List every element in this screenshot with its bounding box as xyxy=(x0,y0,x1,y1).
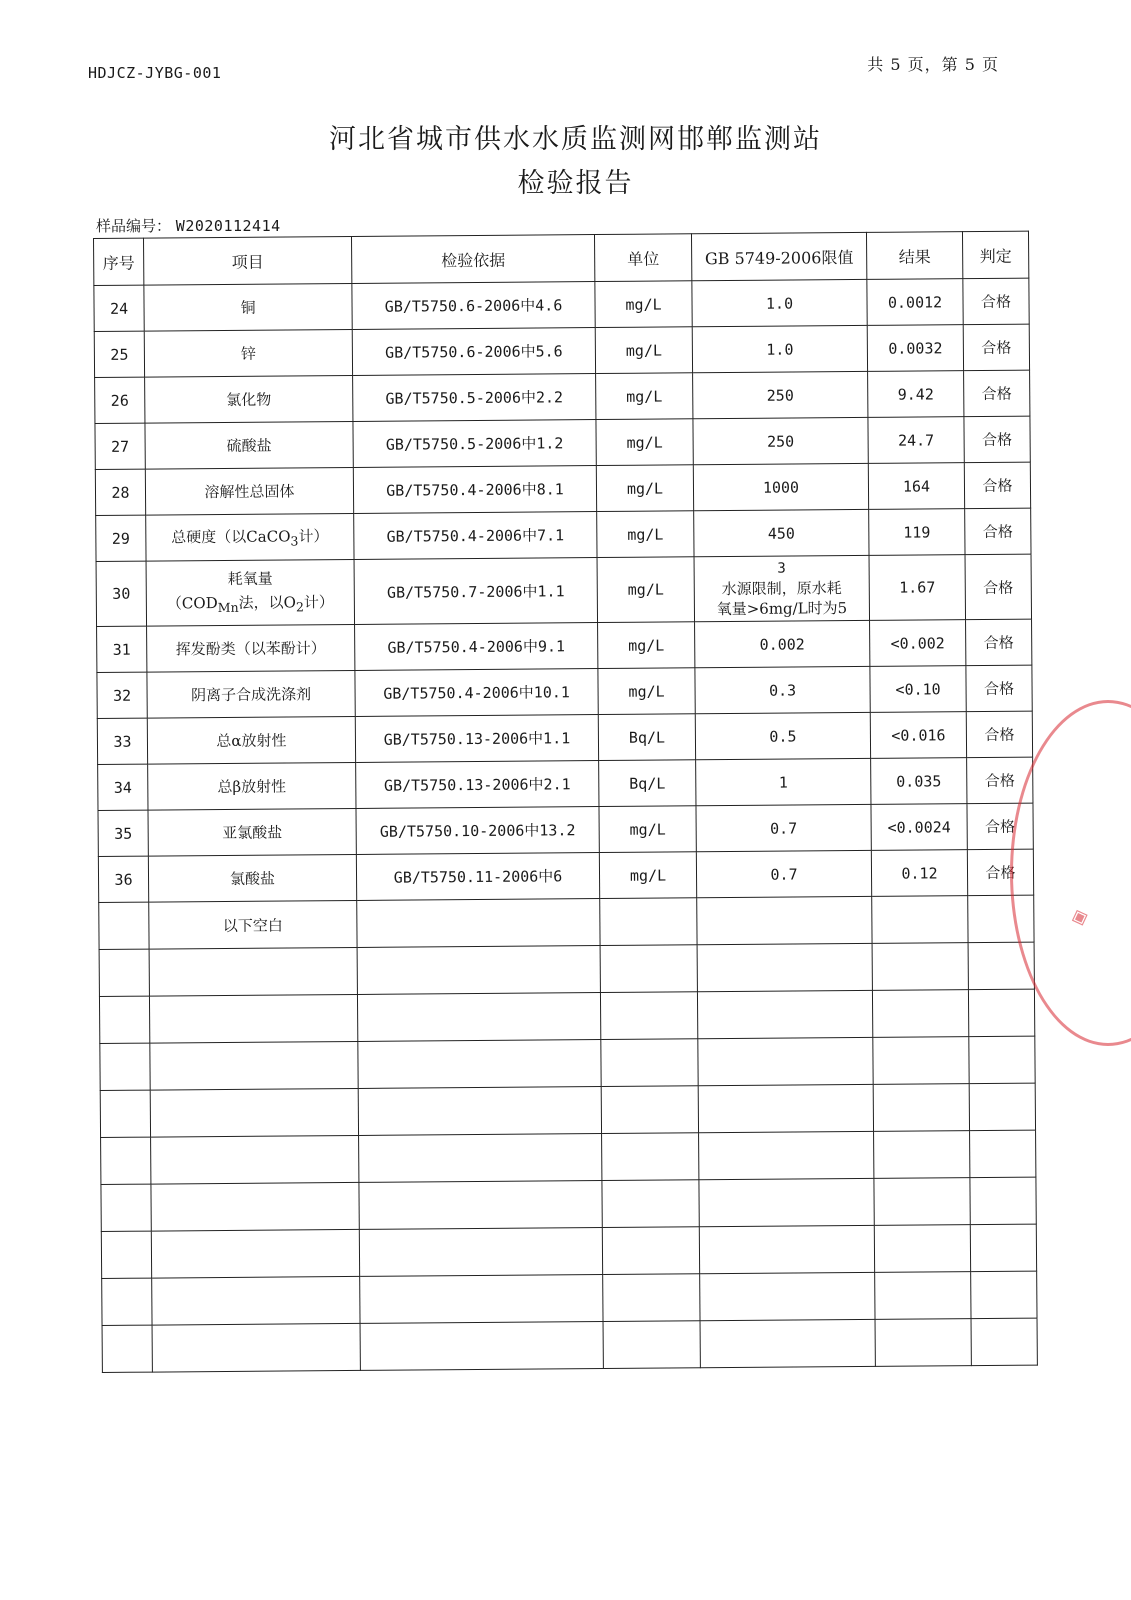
cell-result: <0.0024 xyxy=(871,804,967,851)
cell-empty xyxy=(149,994,357,1043)
cell-judge: 合格 xyxy=(964,370,1030,417)
cell-empty xyxy=(873,1037,969,1085)
cell-empty xyxy=(968,942,1034,990)
cell-seq: 28 xyxy=(95,469,145,515)
cell-empty xyxy=(359,1181,602,1230)
cell-unit: mg/L xyxy=(599,852,696,899)
sample-number-value: W2020112414 xyxy=(175,217,281,235)
cell-unit: mg/L xyxy=(597,511,694,558)
blank-row xyxy=(100,1083,1035,1137)
cell-empty xyxy=(697,990,872,1038)
cell-limit: 0.7 xyxy=(696,850,871,897)
document-code: HDJCZ-JYBG-001 xyxy=(88,64,222,82)
cell-result: <0.016 xyxy=(870,712,966,759)
cell-item xyxy=(146,559,355,626)
cell-empty xyxy=(971,1271,1037,1319)
cell-basis: GB/T5750.4-2006中10.1 xyxy=(355,669,598,717)
cell-empty xyxy=(969,1083,1035,1131)
cell-empty xyxy=(699,1178,874,1226)
limit-line: 氧量>6mg/L时为5 xyxy=(716,599,848,619)
cell-empty xyxy=(697,896,872,944)
table-row xyxy=(98,849,1033,902)
cell-empty xyxy=(360,1322,603,1371)
cell-empty xyxy=(872,896,968,944)
cell-empty xyxy=(360,1275,603,1324)
cell-limit: 1000 xyxy=(693,463,868,510)
cell-basis: GB/T5750.5-2006中1.2 xyxy=(353,420,596,468)
table-row xyxy=(98,757,1033,810)
cell-judge: 合格 xyxy=(964,462,1030,509)
cell-seq: 26 xyxy=(95,377,145,423)
cell-empty xyxy=(968,895,1034,943)
cell-unit: mg/L xyxy=(596,465,693,512)
cell-unit: mg/L xyxy=(595,281,692,328)
report-table xyxy=(93,231,1038,1373)
cell-limit: 0.3 xyxy=(695,666,870,713)
table-row xyxy=(97,619,1032,672)
cell-empty xyxy=(968,989,1034,1037)
cell-judge: 合格 xyxy=(963,278,1029,325)
cell-empty xyxy=(99,996,149,1043)
cell-seq: 32 xyxy=(97,672,147,718)
item-text: 总硬度（以CaCO xyxy=(171,527,291,547)
cell-empty xyxy=(970,1177,1036,1225)
cell-empty xyxy=(697,943,872,991)
cell-result: 1.67 xyxy=(869,555,966,621)
cell-result: 0.035 xyxy=(871,758,967,805)
cell-seq: 27 xyxy=(95,423,145,469)
table-row xyxy=(95,416,1030,469)
cell-basis: GB/T5750.5-2006中2.2 xyxy=(353,374,596,422)
cell-seq: 31 xyxy=(97,626,147,672)
item-text: 计） xyxy=(303,592,334,611)
cell-item: 阴离子合成洗涤剂 xyxy=(147,670,355,718)
cell-empty xyxy=(102,1325,152,1372)
blank-row xyxy=(100,1036,1035,1090)
cell-result: 24.7 xyxy=(868,417,964,464)
header-judge: 判定 xyxy=(962,231,1028,279)
cell-empty xyxy=(357,946,600,995)
page-info: 共 5 页，第 5 页 xyxy=(867,55,999,74)
cell-item: 氯化物 xyxy=(145,375,353,423)
cell-empty xyxy=(149,947,357,996)
cell-limit xyxy=(694,555,870,621)
cell-judge: 合格 xyxy=(966,619,1032,666)
table-row xyxy=(98,803,1033,856)
cell-empty xyxy=(101,1137,151,1184)
cell-empty xyxy=(600,992,697,1040)
cell-empty xyxy=(699,1225,874,1273)
sample-number xyxy=(96,215,281,236)
red-seal-mark: ◈ xyxy=(1065,905,1096,930)
cell-empty xyxy=(700,1319,875,1367)
cell-item: 溶解性总固体 xyxy=(145,467,353,515)
cell-unit: mg/L xyxy=(599,806,696,853)
cell-result: <0.10 xyxy=(870,666,966,713)
cell-empty xyxy=(357,899,600,948)
cell-seq: 24 xyxy=(94,285,144,331)
header-item: 项目 xyxy=(144,236,352,285)
table-row xyxy=(97,711,1032,764)
cell-item: 氯酸盐 xyxy=(148,854,356,902)
cell-empty xyxy=(600,898,697,946)
cell-judge: 合格 xyxy=(966,711,1032,758)
cell-empty xyxy=(101,1184,151,1231)
cell-basis: GB/T5750.10-2006中13.2 xyxy=(356,807,599,855)
cell-empty xyxy=(99,949,149,996)
blank-row xyxy=(102,1271,1037,1325)
cell-empty xyxy=(699,1131,874,1179)
item-text: 法，以O xyxy=(238,592,296,612)
cell-empty xyxy=(600,945,697,993)
cell-judge: 合格 xyxy=(967,757,1033,804)
cell-empty xyxy=(970,1130,1036,1178)
cell-unit: mg/L xyxy=(598,668,695,715)
item-subscript: 2 xyxy=(295,598,304,614)
cell-unit: mg/L xyxy=(596,419,693,466)
cell-empty xyxy=(100,1043,150,1090)
cell-empty xyxy=(698,1084,873,1132)
cell-item: 总α放射性 xyxy=(147,716,355,764)
cell-unit: mg/L xyxy=(597,557,695,623)
header-limit: GB 5749-2006限值 xyxy=(691,232,866,280)
cell-empty xyxy=(151,1229,359,1278)
cell-empty xyxy=(601,1086,698,1134)
cell-basis: GB/T5750.7-2006中1.1 xyxy=(354,558,598,625)
item-text: 计） xyxy=(298,527,329,546)
cell-empty xyxy=(602,1180,699,1228)
cell-empty xyxy=(603,1321,700,1369)
item-line xyxy=(151,589,350,620)
cell-empty xyxy=(874,1225,970,1273)
blank-row xyxy=(102,1318,1037,1372)
cell-basis: GB/T5750.6-2006中4.6 xyxy=(352,282,595,330)
cell-empty xyxy=(358,1087,601,1136)
header-result: 结果 xyxy=(866,232,962,280)
cell-judge: 合格 xyxy=(965,554,1032,620)
cell-limit: 250 xyxy=(693,371,868,418)
item-subscript: 3 xyxy=(290,533,299,549)
cell-empty xyxy=(698,1037,873,1085)
blank-row xyxy=(99,942,1034,996)
cell-judge: 合格 xyxy=(964,416,1030,463)
cell-unit: mg/L xyxy=(595,327,692,374)
cell-judge: 合格 xyxy=(966,665,1032,712)
cell-item: 铜 xyxy=(144,283,352,331)
cell-empty xyxy=(872,943,968,991)
cell-result: 9.42 xyxy=(868,371,964,418)
cell-empty xyxy=(969,1036,1035,1084)
table-row xyxy=(95,370,1030,423)
limit-line: 水源限制，原水耗 xyxy=(721,579,842,599)
cell-empty xyxy=(602,1227,699,1275)
cell-seq: 36 xyxy=(98,856,148,902)
cell-unit: mg/L xyxy=(598,622,695,669)
cell-limit: 1 xyxy=(696,758,871,805)
cell-basis: GB/T5750.4-2006中9.1 xyxy=(355,623,598,671)
table-row xyxy=(94,324,1029,377)
station-title: 河北省城市供水水质监测网邯郸监测站 xyxy=(329,124,822,155)
blank-row xyxy=(101,1224,1036,1278)
cell-item xyxy=(146,513,354,561)
cell-empty xyxy=(152,1276,360,1325)
cell-judge: 合格 xyxy=(967,849,1033,896)
cell-item: 挥发酚类（以苯酚计） xyxy=(147,624,355,672)
cell-empty xyxy=(700,1272,875,1320)
item-subscript: Mn xyxy=(217,599,239,615)
cell-empty xyxy=(875,1319,971,1367)
cell-basis: GB/T5750.11-2006中6 xyxy=(356,853,599,901)
cell-empty xyxy=(152,1323,360,1372)
cell-limit: 1.0 xyxy=(692,279,867,326)
header-seq: 序号 xyxy=(94,238,144,285)
cell-seq: 34 xyxy=(98,764,148,810)
cell-item: 亚氯酸盐 xyxy=(148,808,356,856)
cell-item: 锌 xyxy=(144,329,352,377)
cell-empty xyxy=(101,1231,151,1278)
cell-basis: GB/T5750.13-2006中2.1 xyxy=(356,761,599,809)
sample-number-label: 样品编号： xyxy=(96,217,172,235)
cell-result: <0.002 xyxy=(870,620,966,667)
item-line: 耗氧量 xyxy=(227,569,273,588)
table-row xyxy=(97,665,1032,718)
table-row xyxy=(94,278,1029,331)
cell-empty xyxy=(601,1039,698,1087)
cell-item: 总β放射性 xyxy=(148,762,356,810)
limit-line: 3 xyxy=(777,560,786,577)
cell-basis: GB/T5750.13-2006中1.1 xyxy=(355,715,598,763)
cell-empty xyxy=(151,1182,359,1231)
cell-empty xyxy=(874,1178,970,1226)
cell-seq: 35 xyxy=(98,810,148,856)
blank-row xyxy=(99,989,1034,1043)
header-unit: 单位 xyxy=(594,234,691,282)
cell-result: 119 xyxy=(869,509,965,556)
cell-result: 0.0012 xyxy=(867,279,963,326)
header-basis: 检验依据 xyxy=(351,235,594,284)
cell-empty xyxy=(602,1133,699,1181)
cell-seq: 30 xyxy=(96,561,147,626)
table-row xyxy=(96,508,1031,561)
cell-empty xyxy=(359,1134,602,1183)
cell-empty xyxy=(874,1131,970,1179)
table-header-row xyxy=(94,231,1029,285)
cell-result: 0.12 xyxy=(871,850,967,897)
cell-empty xyxy=(358,1040,601,1089)
cell-seq: 25 xyxy=(94,331,144,377)
cell-limit: 0.002 xyxy=(695,620,870,667)
cell-unit: Bq/L xyxy=(598,714,695,761)
cell-empty xyxy=(970,1224,1036,1272)
cell-basis: GB/T5750.4-2006中8.1 xyxy=(353,466,596,514)
cell-seq: 33 xyxy=(97,718,147,764)
blank-row xyxy=(101,1130,1036,1184)
cell-empty xyxy=(357,993,600,1042)
cell-judge: 合格 xyxy=(965,508,1031,555)
cell-limit: 250 xyxy=(693,417,868,464)
blank-row xyxy=(101,1177,1036,1231)
cell-empty xyxy=(603,1274,700,1322)
report-title: 检验报告 xyxy=(517,168,634,199)
cell-result: 0.0032 xyxy=(867,325,963,372)
cell-empty xyxy=(872,990,968,1038)
cell-limit: 0.7 xyxy=(696,804,871,851)
cell-seq: 29 xyxy=(96,515,146,561)
cell-empty xyxy=(150,1041,358,1090)
cell-result: 164 xyxy=(868,463,964,510)
item-text: （COD xyxy=(166,593,218,612)
cell-unit: mg/L xyxy=(596,373,693,420)
cell-empty xyxy=(875,1272,971,1320)
cell-empty xyxy=(151,1135,359,1184)
cell-judge: 合格 xyxy=(963,324,1029,371)
end-note-row xyxy=(99,895,1034,949)
table-row xyxy=(95,462,1030,515)
cell-basis: GB/T5750.4-2006中7.1 xyxy=(354,512,597,560)
cell-basis: GB/T5750.6-2006中5.6 xyxy=(352,328,595,376)
cell-unit: Bq/L xyxy=(599,760,696,807)
cell-empty xyxy=(359,1228,602,1277)
title-block xyxy=(0,118,1131,206)
cell-limit: 1.0 xyxy=(692,325,867,372)
cell-limit: 450 xyxy=(694,509,869,556)
cell-empty xyxy=(971,1318,1037,1366)
cell-empty xyxy=(150,1088,358,1137)
cell-judge: 合格 xyxy=(967,803,1033,850)
cell-empty xyxy=(102,1278,152,1325)
cell-empty xyxy=(99,902,149,949)
cell-limit: 0.5 xyxy=(695,712,870,759)
cell-item: 硫酸盐 xyxy=(145,421,353,469)
end-note: 以下空白 xyxy=(149,900,357,949)
table-row xyxy=(96,554,1031,626)
cell-empty xyxy=(873,1084,969,1132)
cell-empty xyxy=(100,1090,150,1137)
